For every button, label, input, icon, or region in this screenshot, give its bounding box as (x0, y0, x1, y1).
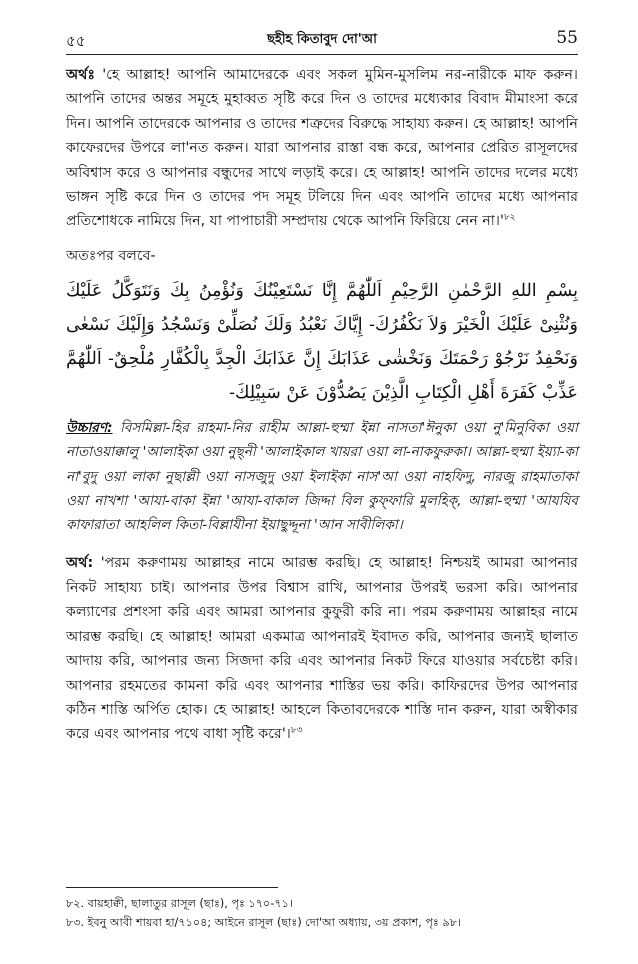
meaning-text: 'হে আল্লাহ! আপনি আমাদেরকে এবং সকল মুমিন-মুসলিম নর-নারীকে মাফ করুন। আপনি তাদের অন্তর সমূহে মুহাব্বত সৃষ্টি করে দিন ও তাদের মধ্যেকার বিবাদ মীমাংসা করে দিন। আপনি তাদেরকে আপনার ও তাদের শত্রুদের বিরুদ্ধে সাহায্য করুন। হে আল্লাহ! আপনি কাফেরদের উপরে লা'নত করুন। যারা আপনার রাস্তা বন্ধ করে, আপনার প্রেরিত রাসূলদের অবিশ্বাস করে ও আপনার বন্ধুদের সাথে লড়াই করে। হে আল্লাহ! আপনি তাদের দলের মধ্যে ভাঙ্গন সৃষ্টি করে দিন ও তাদের পদ সমূহ টলিয়ে দিন এবং আপনি তাদের মধ্যে আপনার প্রতিশোধকে নামিয়ে দিন, যা পাপাচারী সম্প্রদায় থেকে আপনি ফিরিয়ে নেন না।' (66, 67, 578, 230)
transliteration-paragraph (66, 416, 578, 538)
footnote-ref[interactable]: ৮২ (503, 212, 516, 223)
lead-line: অতঃপর বলবে- (66, 247, 156, 264)
footnote-82: ৮২. বায়হাক্বী, ছালাতুর রাসূল (ছাঃ), পৃঃ ১৭০-৭১। (66, 897, 293, 910)
page-number: 55 (556, 28, 578, 48)
meaning-paragraph-1 (66, 63, 578, 234)
footnotes (66, 894, 578, 932)
page-number-bengali: ৫৫ (66, 32, 86, 50)
arabic-dua: بِسْمِ اللهِ الرَّحْمٰنِ الرَّحِيْمِ اَللّٰهُمَّ إِنَّا نَسْتَعِيْنُكَ وَنُؤْمِنُ بِكَ وَنَتَوَكَّلُ عَلَيْكَ وَنُثْنِىْ عَلَيْكَ الْخَيْرَ وَلاَ نَكْفُرُكَ- إِيَّاكَ نَعْبُدُ وَلَكَ نُصَلِّىْ وَنَسْجُدُ وَإِلَيْكَ نَسْعٰى وَنَحْفِدُ نَرْجُوْ رَحْمَتَكَ وَنَخْشٰى عَذَابَكَ إِنَّ عَذَابَكَ الْجِدَّ بِالْكُفَّارِ مُلْحِقٌ- اَللّٰهُمَّ عَذِّبْ كَفَرَةَ أَهْلِ الْكِتَابِ الَّذِيْنَ يَصُدُّوْنَ عَنْ سَبِيْلِكَ- (66, 280, 578, 403)
document-page (66, 28, 578, 929)
footnote-83: ৮৩. ইবনু আবী শায়বা হা/৭১০৪; আইনে রাসূল (ছাঃ) দো'আ অধ্যায়, ৩য় প্রকাশ, পৃঃ ৯৮। (66, 916, 461, 929)
transliteration-text: বিসমিল্লা-হির রাহমা-নির রাহীম আল্লা-হুম্মা ইন্না নাসতা'ঈনুকা ওয়া নু'মিনুবিকা ওয়া নাতাওয়াক্কালু 'আলাইকা ওয়া নুছ্নী 'আলাইকাল খায়রা ওয়া লা-নাকফুরুকা। আল্লা-হুম্মা ইয়্যা-কা না'বুদু ওয়া লাকা নুছাল্লী ওয়া নাসজুদু ওয়া ইলাইকা নাস'আ ওয়া নাহফিদু, নারজু রাহমাতাকা ওয়া নাখশা 'আযা-বাকা ইন্না 'আযা-বাকাল জিদ্দা বিল কুফ্ফারি মুলহিক্, আল্লা-হুম্মা 'আযযিব কাফারাতা আহলিল কিতা-বিল্লাযীনা ইয়াছুদ্দূনা 'আন সাবীলিকা। (66, 419, 578, 534)
meaning-paragraph-2 (66, 551, 578, 746)
footnote-divider (66, 887, 278, 888)
transliteration-label: উচ্চারণ: (66, 419, 113, 436)
book-title: ছহীহ কিতাবুদ দো'আ (267, 32, 377, 47)
footnote-ref[interactable]: ৮৩ (290, 725, 303, 736)
page-header (66, 28, 578, 55)
meaning-text: 'পরম করুণাময় আল্লাহর নামে আরম্ভ করছি। হে আল্লাহ! নিশ্চয়ই আমরা আপনার নিকট সাহায্য চাই। আপনার উপর বিশ্বাস রাখি, আপনার উপরই ভরসা করি। আপনার কল্যাণের প্রশংসা করি এবং আমরা আপনার কুফুরী করি না। পরম করুণাময় আল্লাহর নামে আরম্ভ করছি। হে আল্লাহ! আমরা একমাত্র আপনারই ইবাদত করি, আপনার জন্যই ছালাত আদায় করি, আপনার জন্য সিজদা করি এবং আপনার নিকট ফিরে যাওয়ার সর্বচেষ্টা করি। আপনার রহমতের কামনা করি এবং আপনার শাস্তির ভয় করি। কাফিরদের উপর আপনার কঠিন শাস্তি অর্পিত হোক। হে আল্লাহ! আহলে কিতাবদেরকে শাস্তি দান করুন, যারা অস্বীকার করে এবং আপনার পথে বাধা সৃষ্টি করে'। (66, 555, 578, 743)
meaning-label: অর্থঃ (66, 67, 96, 83)
meaning-label: অর্থ: (66, 555, 94, 572)
